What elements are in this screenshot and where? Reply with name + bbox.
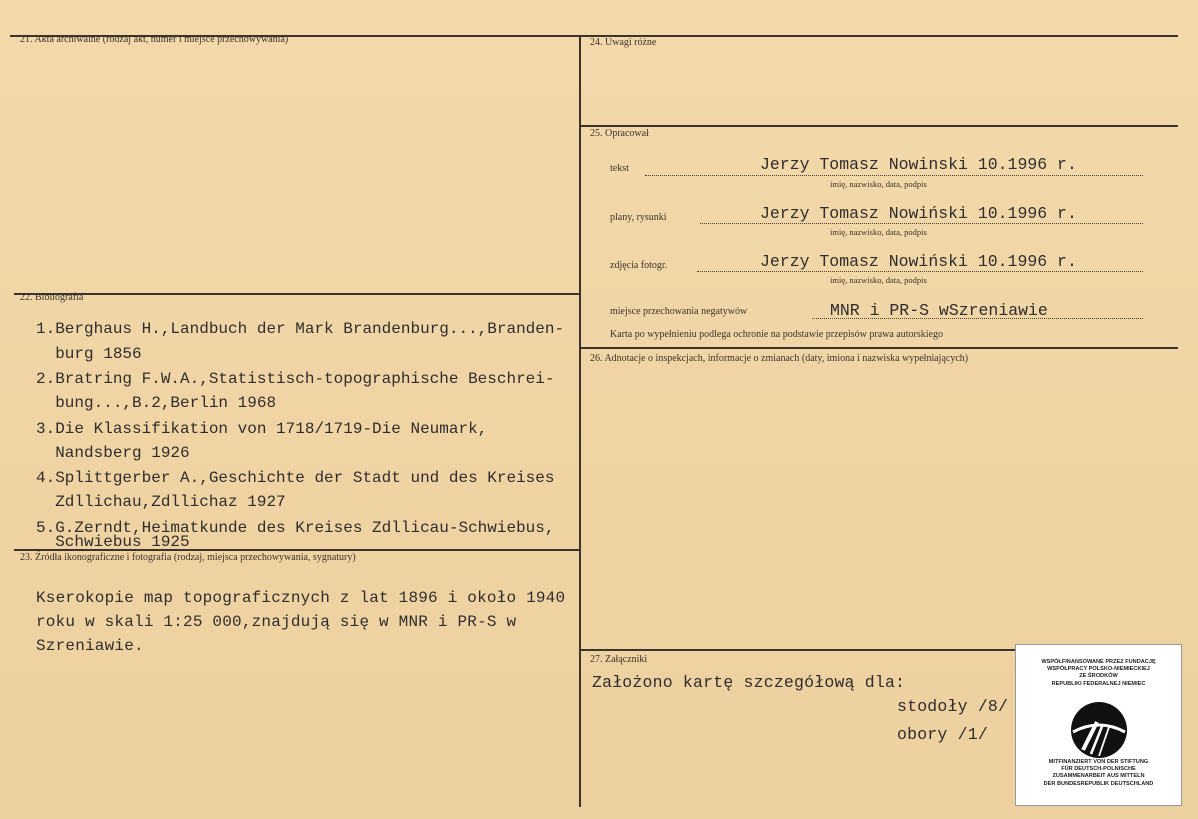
section-26-label: 26. Adnotacje o inspekcjach, informacje o zmianach (daty, imiona i nazwiska wypełniających) [590, 353, 969, 364]
prepared-row-label: tekst [610, 163, 629, 174]
prepared-row-value: Jerzy Tomasz Nowiński 10.1996 r. [760, 204, 1077, 223]
prepared-row-caption: imię, nazwisko, data, podpis [830, 179, 927, 189]
bridge-logo-icon [1069, 700, 1129, 760]
bibliography-line: bung...,B.2,Berlin 1968 [36, 394, 277, 412]
bibliography-line: Schwiebus 1925 [36, 533, 190, 551]
prepared-row-label: plany, rysunki [610, 212, 667, 223]
prepared-row-dotline [645, 175, 1143, 176]
prepared-row-label: zdjęcia fotogr. [610, 260, 668, 271]
bibliography-line: 4.Splittgerber A.,Geschichte der Stadt und des Kreises [36, 469, 555, 487]
iconography-line: roku w skali 1:25 000,znajdują się w MNR i PR-S w [36, 613, 517, 631]
prepared-row-dotline [700, 223, 1143, 224]
section-27-label: 27. Załączniki [590, 654, 648, 665]
center-divider [579, 35, 581, 807]
copyright-note: Karta po wypełnieniu podlega ochronie na podstawie przepisów prawa autorskiego [610, 329, 943, 340]
prepared-row-caption: imię, nazwisko, data, podpis [830, 275, 927, 285]
bibliography-line: 2.Bratring F.W.A.,Statistisch-topographische Beschrei- [36, 370, 555, 388]
bibliography-line: 1.Berghaus H.,Landbuch der Mark Brandenburg...,Branden- [36, 320, 565, 338]
iconography-line: Kserokopie map topograficznych z lat 1896 i około 1940 [36, 589, 566, 607]
prepared-row-dotline [697, 271, 1143, 272]
bibliography-line: burg 1856 [36, 345, 142, 363]
attachment-item: stodoły /8/ [897, 697, 1009, 716]
bibliography-line: Zdllichau,Zdllichaz 1927 [36, 493, 286, 511]
bibliography-line: 5.G.Zerndt,Heimatkunde des Kreises Zdllicau-Schwiebus, [36, 519, 555, 537]
section-21-label: 21. Akta archiwalne (rodzaj akt, numer i miejsce przechowywania) [20, 34, 289, 45]
divider-22 [14, 293, 580, 295]
divider-26 [580, 347, 1178, 349]
prepared-row-caption: imię, nazwisko, data, podpis [830, 227, 927, 237]
negatives-value: MNR i PR-S wSzreniawie [830, 301, 1048, 320]
logo-bottom-text: MITFINANZIERT VON DER STIFTUNG FÜR DEUTSCH-POLNISCHE ZUSAMMENARBEIT AUS MITTELN DER BUNDESREPUBLIK DEUTSCHLAND [1043, 759, 1154, 787]
bibliography-line: 3.Die Klassifikation von 1718/1719-Die Neumark, [36, 420, 488, 438]
section-24-label: 24. Uwagi różne [590, 37, 657, 48]
bibliography-line: Nandsberg 1926 [36, 444, 190, 462]
section-25-label: 25. Opracował [590, 128, 649, 139]
negatives-label: miejsce przechowania negatywów [610, 306, 748, 317]
prepared-row-value: Jerzy Tomasz Nowinski 10.1996 r. [760, 155, 1077, 174]
logo-top-text: WSPÓŁFINANSOWANE PRZEZ FUNDACJĘ WSPÓŁPRACY POLSKO-NIEMIECKIEJ ZE ŚRODKÓW REPUBLIKI FEDERALNEJ NIEMIEC [1041, 659, 1156, 687]
iconography-line: Szreniawie. [36, 637, 144, 655]
attachment-item: obory /1/ [897, 725, 988, 744]
foundation-logo [1015, 644, 1182, 806]
attachments-heading: Założono kartę szczegółową dla: [592, 673, 906, 692]
section-23-label: 23. Źródła ikonograficzne i fotografia (rodzaj, miejsca przechowywania, sygnatury) [20, 552, 356, 563]
section-22-label: 22. Bibliografia [20, 292, 84, 303]
prepared-row-value: Jerzy Tomasz Nowiński 10.1996 r. [760, 252, 1077, 271]
divider-25 [580, 125, 1178, 127]
